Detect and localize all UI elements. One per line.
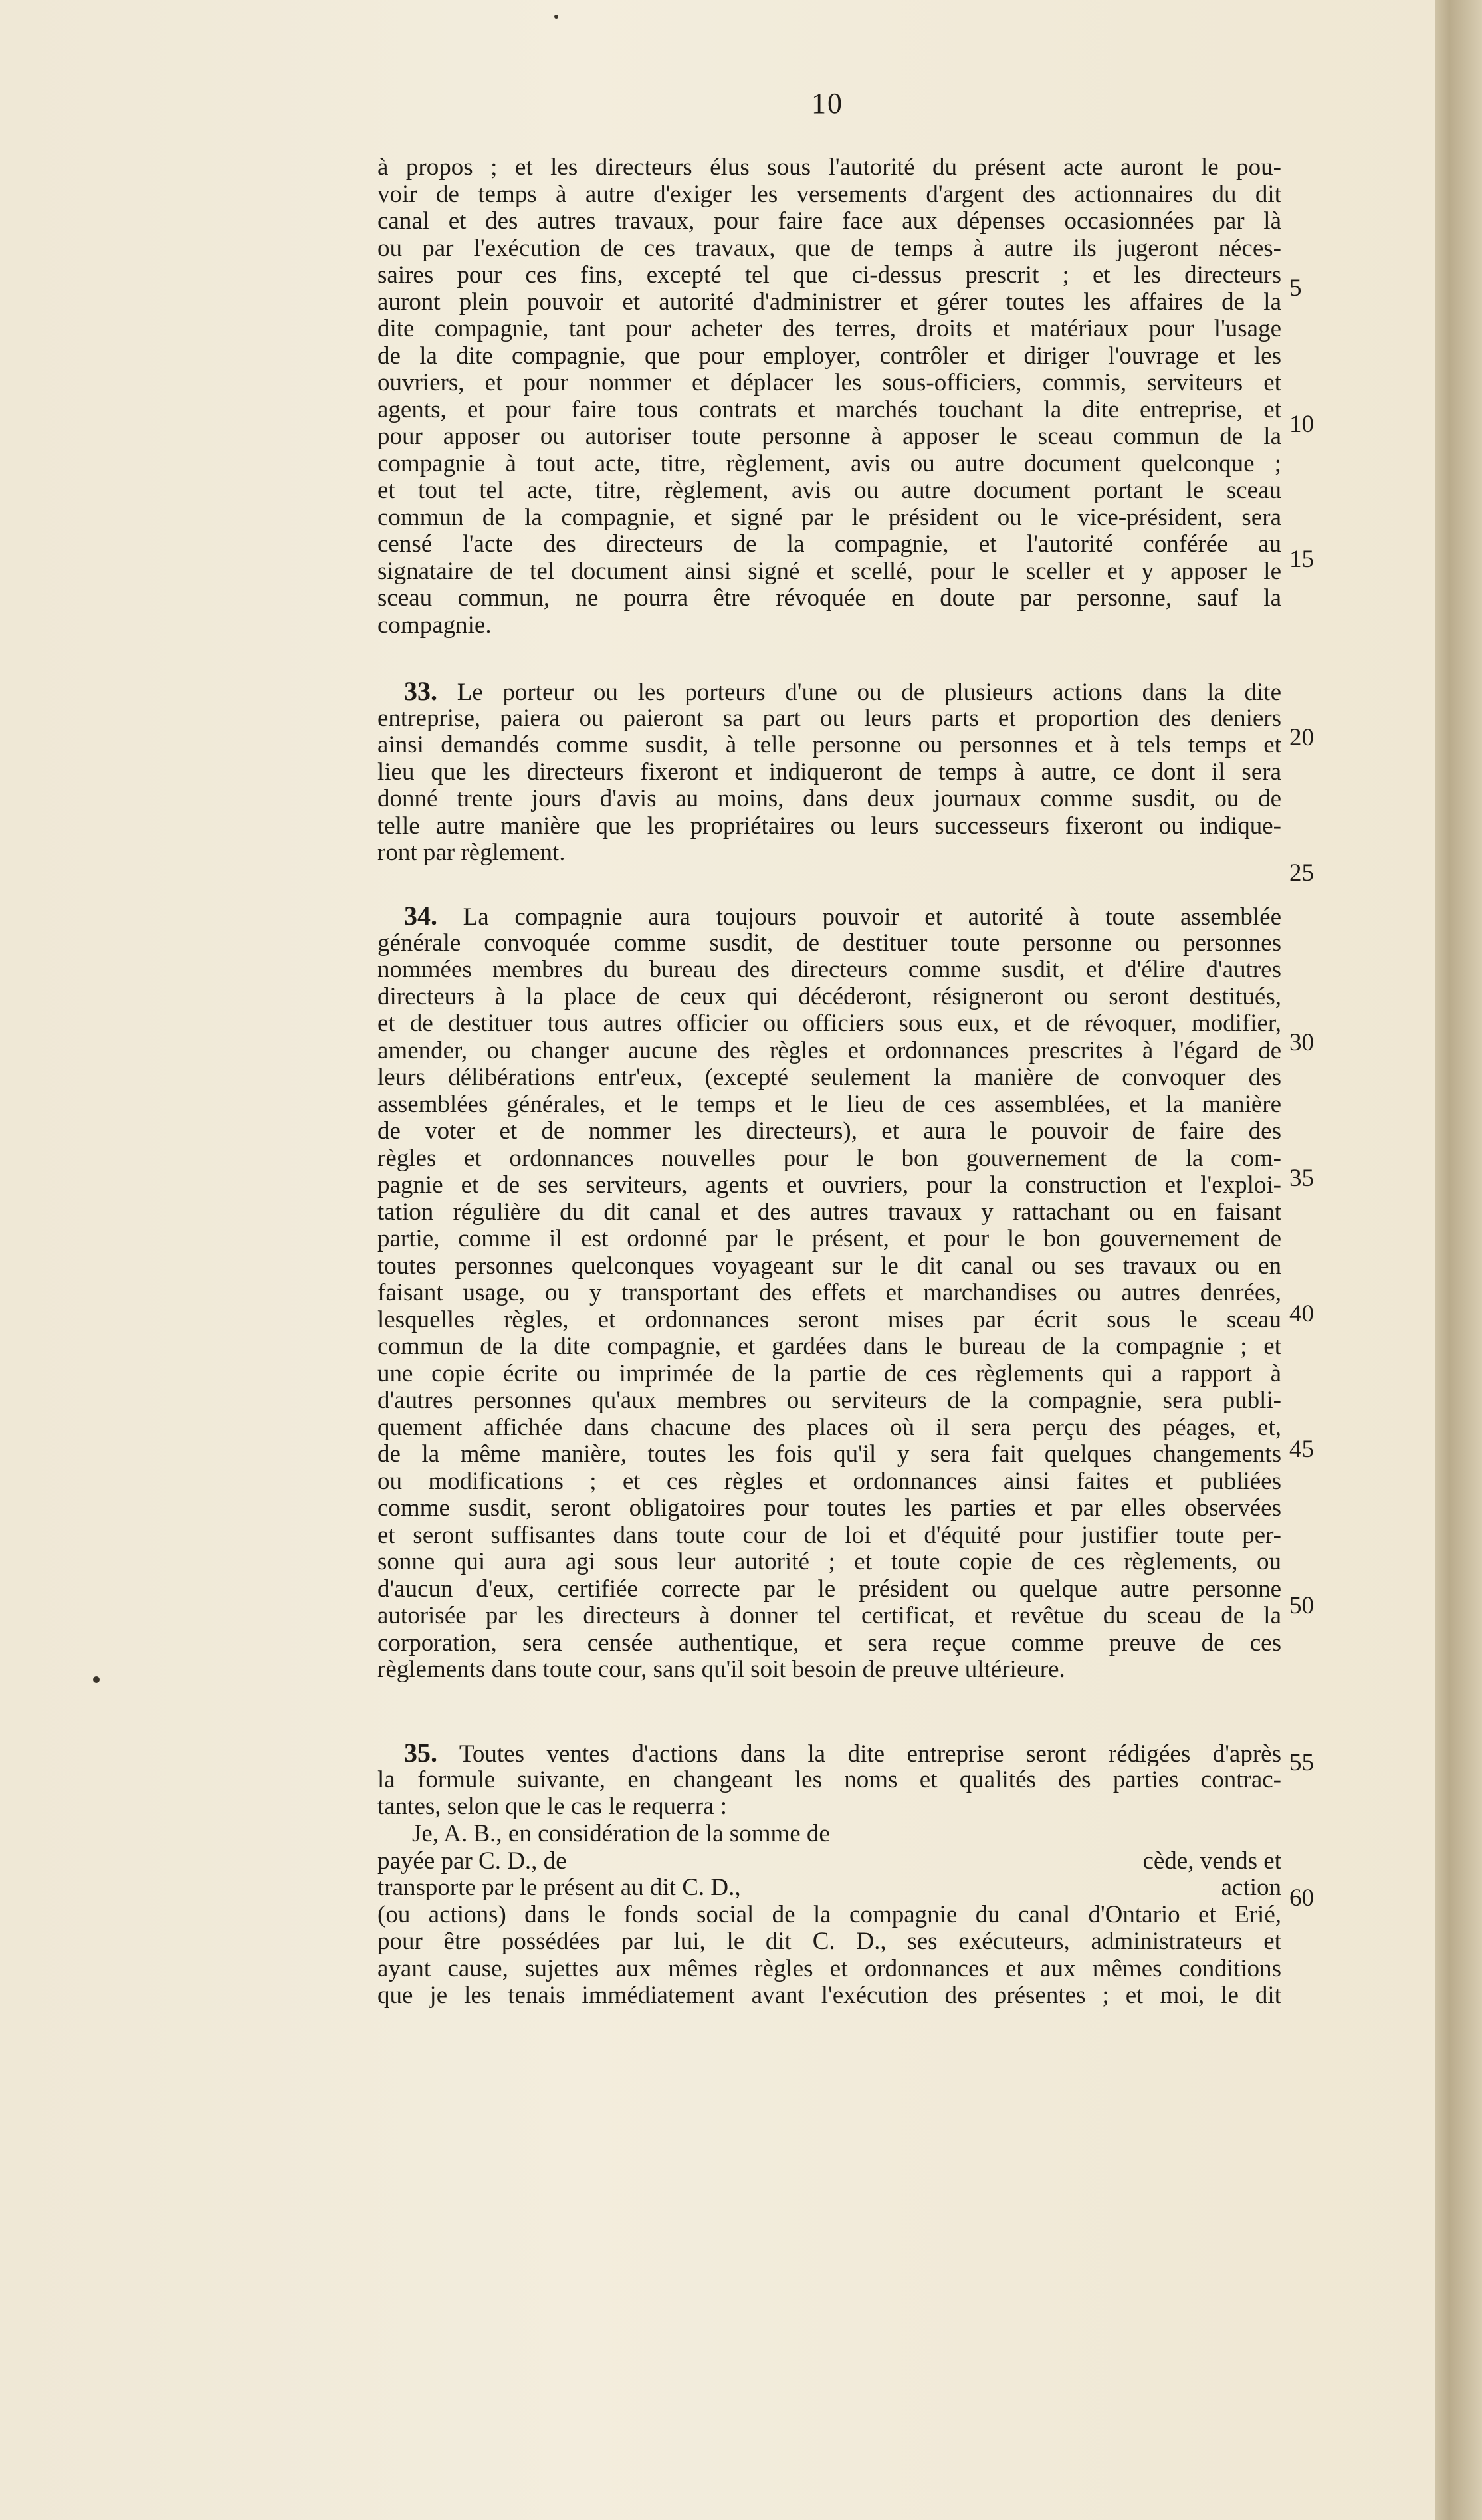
text-line-content: amender, ou changer aucune des règles et ordonnances prescrites à l'égard de (377, 1037, 1281, 1064)
text-line-content: censé l'acte des directeurs de la compagnie, et l'autorité conférée au (377, 531, 1281, 558)
text-line (377, 262, 1281, 288)
text-line-content: générale convoquée comme susdit, de destituer toute personne ou personnes (377, 929, 1281, 957)
margin-line-number: 30 (1289, 1029, 1314, 1056)
text-line-content: de voter et de nommer les directeurs), et aura le pouvoir de faire des (377, 1118, 1281, 1145)
text-line-content: d'aucun d'eux, certifiée correcte par le président ou quelque autre personne (377, 1575, 1281, 1603)
text-line (377, 705, 1281, 732)
text-line-content: agents, et pour faire tous contrats et marchés touchant la dite entreprise, et (377, 396, 1281, 423)
margin-line-number: 40 (1289, 1300, 1314, 1327)
text-line (377, 154, 1281, 181)
text-line (377, 1657, 1281, 1683)
section-number: 34. (404, 903, 437, 929)
text-line-content: assemblées générales, et le temps et le lieu de ces assemblées, et la manière (377, 1091, 1281, 1118)
margin-line-number: 50 (1289, 1592, 1314, 1619)
text-line (404, 903, 1281, 929)
text-line (377, 612, 1281, 639)
text-line-content: Le porteur ou les porteurs d'une ou de plusieurs actions dans la dite (457, 679, 1281, 705)
text-line (377, 984, 1281, 1010)
margin-line-number: 60 (1289, 1885, 1314, 1912)
text-line (377, 208, 1281, 235)
text-line (377, 1522, 1281, 1549)
text-line (377, 1064, 1281, 1091)
text-line (377, 1603, 1281, 1629)
text-line-content: voir de temps à autre d'exiger les versements d'argent des actionnaires du dit (377, 181, 1281, 208)
text-line-content: leurs délibérations entr'eux, (excepté seulement la manière de convoquer des (377, 1064, 1281, 1091)
text-line-content: sceau commun, ne pourra être révoquée en doute par personne, sauf la (377, 585, 1281, 612)
margin-line-number: 20 (1289, 724, 1314, 751)
text-line (377, 1495, 1281, 1522)
margin-line-number: 5 (1289, 275, 1302, 302)
text-line (377, 531, 1281, 558)
text-line (377, 1549, 1281, 1575)
text-line-content: ouvriers, et pour nommer et déplacer les sous-officiers, commis, serviteurs et (377, 370, 1281, 396)
text-line (377, 585, 1281, 612)
form-line: payée par C. D., de (377, 1847, 567, 1875)
text-line (377, 423, 1281, 450)
text-line-content: Toutes ventes d'actions dans la dite entreprise seront rédigées d'après (459, 1740, 1281, 1766)
text-line (377, 289, 1281, 316)
page-binding-edge (1435, 0, 1482, 2520)
text-line-content: directeurs à la place de ceux qui décéderont, résigneront ou seront destitués, (377, 983, 1281, 1010)
text-line (377, 813, 1281, 840)
text-line-content: et seront suffisantes dans toute cour de loi et d'équité pour justifier toute per- (377, 1522, 1281, 1549)
text-line-content: commun de la compagnie, et signé par le président ou le vice-président, sera (377, 504, 1281, 531)
text-line (377, 1307, 1281, 1333)
text-line (377, 1793, 1281, 1820)
text-line-content: canal et des autres travaux, pour faire face aux dépenses occasionnées par là (377, 208, 1281, 235)
text-line-content: lieu que les directeurs fixeront et indiqueront de temps à autre, ce dont il sera (377, 758, 1281, 786)
text-line (377, 1145, 1281, 1172)
text-line-content: et tout tel acte, titre, règlement, avis ou autre document portant le sceau (377, 477, 1281, 504)
text-line-content: donné trente jours d'avis au moins, dans deux journaux comme susdit, ou de (377, 786, 1281, 812)
text-line-content: pagnie et de ses serviteurs, agents et ouvriers, pour la construction et l'exploi- (377, 1172, 1281, 1199)
text-line-content: la formule suivante, en changeant les noms et qualités des parties contrac- (377, 1766, 1281, 1793)
text-line-content: partie, comme il est ordonné par le présent, et pour le bon gouvernement de (377, 1226, 1281, 1252)
text-line-content: compagnie à tout acte, titre, règlement, avis ou autre document quelconque ; (377, 450, 1281, 477)
text-line-content: ou modifications ; et ces règles et ordonnances ainsi faites et publiées (377, 1468, 1281, 1495)
text-line (377, 370, 1281, 396)
text-line-content: auront plein pouvoir et autorité d'administrer et gérer toutes les affaires de la (377, 288, 1281, 316)
text-line (377, 235, 1281, 262)
ink-spot (93, 1676, 100, 1683)
text-line-content: ront par règlement. (377, 840, 566, 866)
text-line-content: nommées membres du bureau des directeurs comme susdit, et d'élire d'autres (377, 957, 1281, 983)
margin-line-number: 15 (1289, 546, 1314, 573)
margin-line-number: 10 (1289, 411, 1314, 438)
text-line (377, 786, 1281, 812)
form-line: pour être possédées par lui, le dit C. D., ses exécuteurs, administrateurs et (377, 1928, 1281, 1955)
form-line: (ou actions) dans le fonds social de la compagnie du canal d'Ontario et Erié, (377, 1901, 1281, 1928)
text-line (377, 1333, 1281, 1360)
text-line (404, 678, 1281, 705)
text-line (377, 1280, 1281, 1306)
text-line-content: et de destituer tous autres officier ou officiers sous eux, et de révoquer, modifier, (377, 1010, 1281, 1037)
text-line (377, 1038, 1281, 1064)
text-line (377, 1172, 1281, 1199)
text-line (377, 732, 1281, 758)
form-line: ayant cause, sujettes aux mêmes règles et ordonnances et aux mêmes conditions (377, 1955, 1281, 1982)
form-line: action (1221, 1875, 1281, 1901)
page-number: 10 (811, 87, 843, 120)
form-line: Je, A. B., en considération de la somme de (412, 1821, 830, 1847)
text-line (377, 316, 1281, 342)
text-line (377, 1441, 1281, 1468)
section-number: 33. (404, 678, 437, 705)
form-line: transporte par le présent au dit C. D., (377, 1875, 741, 1901)
text-line-content: règles et ordonnances nouvelles pour le bon gouvernement de la com- (377, 1145, 1281, 1172)
text-line-content: autorisée par les directeurs à donner tel certificat, et revêtue du sceau de la (377, 1603, 1281, 1629)
text-line (377, 1576, 1281, 1603)
text-line-content: à propos ; et les directeurs élus sous l'autorité du présent acte auront le pou- (377, 154, 1281, 181)
text-line (377, 477, 1281, 504)
text-line-content: faisant usage, ou y transportant des effets et marchandises ou autres denrées, (377, 1280, 1281, 1306)
text-line-content: ou par l'exécution de ces travaux, que de temps à autre ils jugeront néces- (377, 235, 1281, 262)
text-line-content: dite compagnie, tant pour acheter des terres, droits et matériaux pour l'usage (377, 316, 1281, 342)
text-line-content: de la dite compagnie, que pour employer, contrôler et diriger l'ouvrage et les (377, 342, 1281, 370)
text-line (377, 1767, 1281, 1793)
text-line (377, 957, 1281, 983)
text-line-content: corporation, sera censée authentique, et sera reçue comme preuve de ces (377, 1629, 1281, 1657)
text-line-content: La compagnie aura toujours pouvoir et autorité à toute assemblée (463, 903, 1281, 929)
margin-line-number: 45 (1289, 1436, 1314, 1463)
text-line-content: règlements dans toute cour, sans qu'il soit besoin de preuve ultérieure. (377, 1657, 1065, 1683)
text-line (377, 1091, 1281, 1118)
text-line (377, 1226, 1281, 1252)
text-line-content: quement affichée dans chacune des places où il sera perçu des péages, et, (377, 1414, 1281, 1441)
section-number: 35. (404, 1740, 437, 1766)
text-line (377, 181, 1281, 208)
text-line-content: lesquelles règles, et ordonnances seront mises par écrit sous le sceau (377, 1306, 1281, 1333)
text-line-content: compagnie. (377, 612, 492, 639)
text-line-content: signataire de tel document ainsi signé et scellé, pour le sceller et y apposer le (377, 558, 1281, 585)
text-line-content: comme susdit, seront obligatoires pour toutes les parties et par elles observées (377, 1495, 1281, 1522)
ink-spot (554, 15, 558, 19)
text-line (377, 1118, 1281, 1145)
margin-line-number: 25 (1289, 859, 1314, 887)
text-line-content: pour apposer ou autoriser toute personne à apposer le sceau commun de la (377, 423, 1281, 450)
text-line (377, 1361, 1281, 1387)
text-line-content: tantes, selon que le cas le requerra : (377, 1793, 727, 1820)
form-line: cède, vends et (1142, 1847, 1281, 1875)
margin-line-number: 35 (1289, 1165, 1314, 1192)
form-line: que je les tenais immédiatement avant l'exécution des présentes ; et moi, le dit (377, 1982, 1281, 2009)
text-line (377, 1387, 1281, 1414)
text-line (377, 1199, 1281, 1226)
text-line (377, 343, 1281, 370)
text-line (377, 451, 1281, 477)
text-line (377, 930, 1281, 957)
text-line (377, 840, 1281, 866)
text-line (377, 505, 1281, 531)
text-line-content: d'autres personnes qu'aux membres ou serviteurs de la compagnie, sera publi- (377, 1387, 1281, 1414)
text-line (404, 1740, 1281, 1766)
text-line (377, 558, 1281, 585)
text-line-content: tation régulière du dit canal et des autres travaux y rattachant ou en faisant (377, 1199, 1281, 1226)
text-line-content: ainsi demandés comme susdit, à telle personne ou personnes et à tels temps et (377, 732, 1281, 758)
text-line-content: saires pour ces fins, excepté tel que ci-dessus prescrit ; et les directeurs (377, 262, 1281, 288)
text-line (377, 1253, 1281, 1280)
text-line (377, 397, 1281, 423)
text-line (377, 1415, 1281, 1441)
text-line-content: toutes personnes quelconques voyageant sur le dit canal ou ses travaux ou en (377, 1252, 1281, 1280)
text-line-content: entreprise, paiera ou paieront sa part ou leurs parts et proportion des deniers (377, 705, 1281, 732)
text-line-content: commun de la dite compagnie, et gardées dans le bureau de la compagnie ; et (377, 1333, 1281, 1360)
text-line (377, 1630, 1281, 1657)
text-line-content: telle autre manière que les propriétaires ou leurs successeurs fixeront ou indique- (377, 812, 1281, 840)
text-line-content: de la même manière, toutes les fois qu'il y sera fait quelques changements (377, 1441, 1281, 1468)
margin-line-number: 55 (1289, 1749, 1314, 1776)
text-line-content: une copie écrite ou imprimée de la partie de ces règlements qui a rapport à (377, 1360, 1281, 1387)
text-line (377, 1468, 1281, 1495)
text-line (377, 1010, 1281, 1037)
text-line (377, 759, 1281, 786)
text-line-content: sonne qui aura agi sous leur autorité ; et toute copie de ces règlements, ou (377, 1549, 1281, 1575)
